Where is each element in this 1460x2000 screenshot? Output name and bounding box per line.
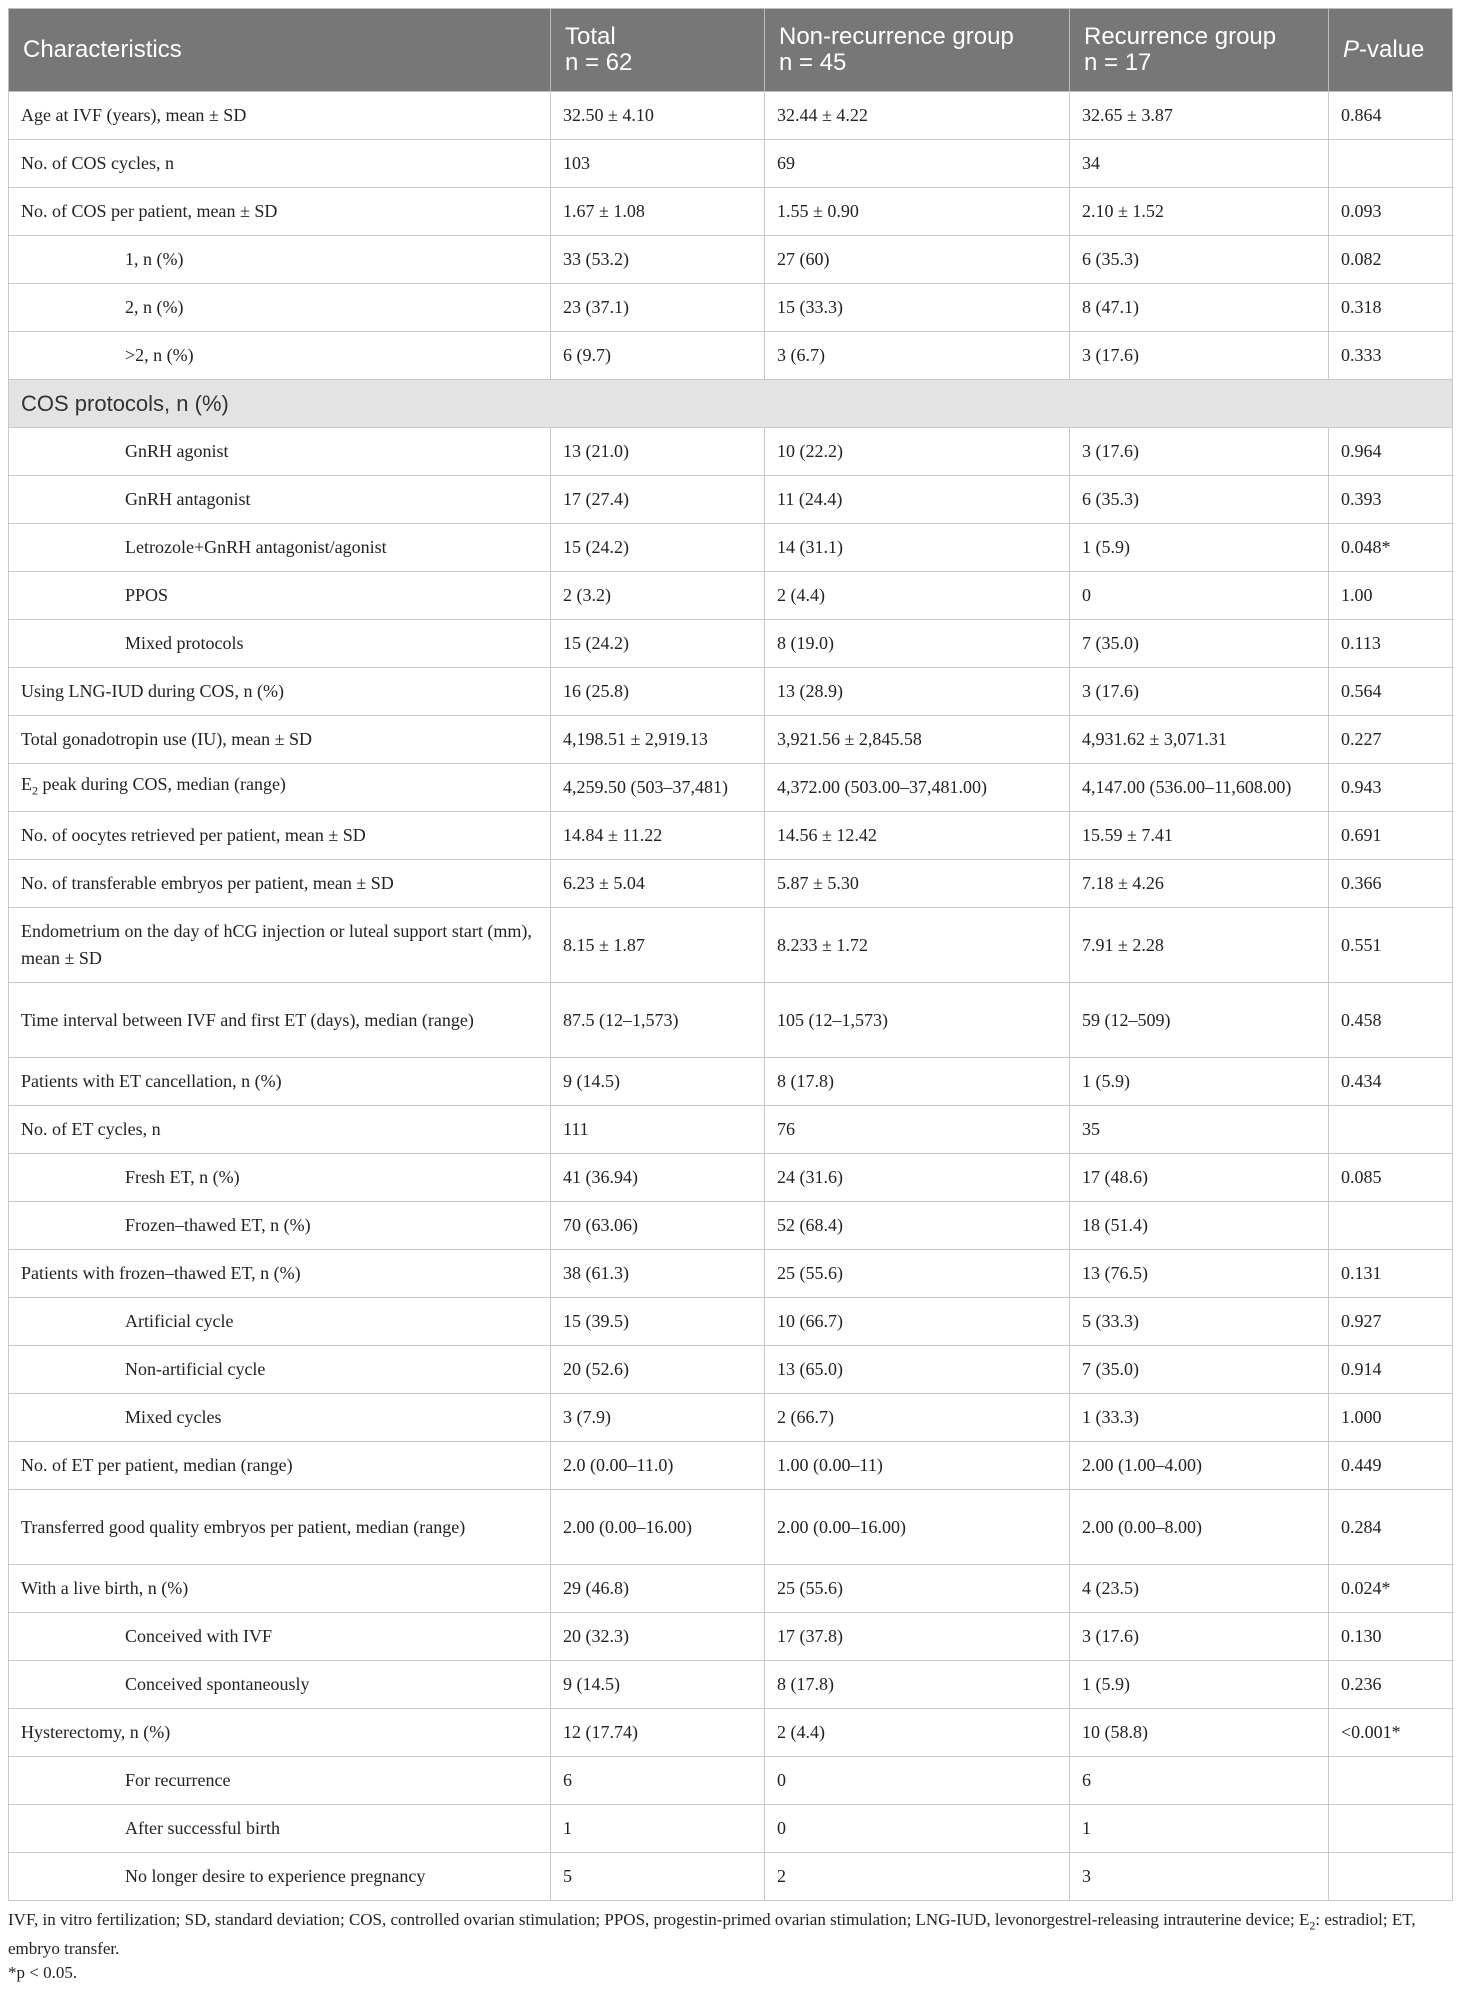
header-nonrecurrence bbox=[765, 9, 1070, 92]
nonrecurrence-cell: 27 (60) bbox=[765, 236, 1070, 284]
row-label: 2, n (%) bbox=[9, 284, 551, 332]
total-cell: 70 (63.06) bbox=[551, 1202, 765, 1250]
row-label: Mixed cycles bbox=[9, 1394, 551, 1442]
table-row bbox=[9, 1250, 1453, 1298]
row-label: Hysterectomy, n (%) bbox=[9, 1709, 551, 1757]
nonrecurrence-cell: 52 (68.4) bbox=[765, 1202, 1070, 1250]
recurrence-cell: 35 bbox=[1070, 1106, 1329, 1154]
pvalue-cell: 1.000 bbox=[1329, 1394, 1453, 1442]
header-pvalue-rest: -value bbox=[1359, 36, 1425, 63]
row-label: Patients with ET cancellation, n (%) bbox=[9, 1058, 551, 1106]
nonrecurrence-cell: 2 (4.4) bbox=[765, 572, 1070, 620]
table-container bbox=[8, 8, 1452, 1901]
recurrence-cell: 3 (17.6) bbox=[1070, 668, 1329, 716]
header-recurrence bbox=[1070, 9, 1329, 92]
table-row bbox=[9, 1757, 1453, 1805]
recurrence-cell: 4,147.00 (536.00–11,608.00) bbox=[1070, 764, 1329, 812]
row-label: Mixed protocols bbox=[9, 620, 551, 668]
nonrecurrence-cell: 15 (33.3) bbox=[765, 284, 1070, 332]
nonrecurrence-cell: 105 (12–1,573) bbox=[765, 983, 1070, 1058]
total-cell: 20 (52.6) bbox=[551, 1346, 765, 1394]
table-row bbox=[9, 812, 1453, 860]
table-row bbox=[9, 1298, 1453, 1346]
nonrecurrence-cell: 13 (28.9) bbox=[765, 668, 1070, 716]
table-row bbox=[9, 140, 1453, 188]
total-cell: 33 (53.2) bbox=[551, 236, 765, 284]
table-row bbox=[9, 908, 1453, 983]
total-cell: 2.0 (0.00–11.0) bbox=[551, 1442, 765, 1490]
nonrecurrence-cell: 32.44 ± 4.22 bbox=[765, 92, 1070, 140]
recurrence-cell: 3 (17.6) bbox=[1070, 1613, 1329, 1661]
nonrecurrence-cell: 25 (55.6) bbox=[765, 1250, 1070, 1298]
row-label-subscript: 2 bbox=[32, 783, 38, 798]
table-row bbox=[9, 428, 1453, 476]
total-cell: 111 bbox=[551, 1106, 765, 1154]
total-cell: 2 (3.2) bbox=[551, 572, 765, 620]
table-row bbox=[9, 92, 1453, 140]
pvalue-cell: 0.551 bbox=[1329, 908, 1453, 983]
row-label: PPOS bbox=[9, 572, 551, 620]
recurrence-cell: 2.00 (0.00–8.00) bbox=[1070, 1490, 1329, 1565]
pvalue-cell: 1.00 bbox=[1329, 572, 1453, 620]
total-cell: 38 (61.3) bbox=[551, 1250, 765, 1298]
table-row bbox=[9, 236, 1453, 284]
pvalue-cell: 0.227 bbox=[1329, 716, 1453, 764]
total-cell: 15 (24.2) bbox=[551, 620, 765, 668]
nonrecurrence-cell: 10 (22.2) bbox=[765, 428, 1070, 476]
table-row bbox=[9, 476, 1453, 524]
nonrecurrence-cell: 24 (31.6) bbox=[765, 1154, 1070, 1202]
table-row bbox=[9, 284, 1453, 332]
total-cell: 32.50 ± 4.10 bbox=[551, 92, 765, 140]
total-cell: 87.5 (12–1,573) bbox=[551, 983, 765, 1058]
total-cell: 1 bbox=[551, 1805, 765, 1853]
row-label: Non-artificial cycle bbox=[9, 1346, 551, 1394]
nonrecurrence-cell: 14.56 ± 12.42 bbox=[765, 812, 1070, 860]
table-row bbox=[9, 1661, 1453, 1709]
recurrence-cell: 1 bbox=[1070, 1805, 1329, 1853]
table-row bbox=[9, 1565, 1453, 1613]
table-row bbox=[9, 983, 1453, 1058]
pvalue-cell: 0.366 bbox=[1329, 860, 1453, 908]
table-row bbox=[9, 1394, 1453, 1442]
header-pvalue-p: P bbox=[1343, 36, 1360, 63]
pvalue-cell: 0.113 bbox=[1329, 620, 1453, 668]
header-total-line2: n = 62 bbox=[565, 49, 633, 76]
row-label: Conceived with IVF bbox=[9, 1613, 551, 1661]
table-row bbox=[9, 1853, 1453, 1901]
recurrence-cell: 2.00 (1.00–4.00) bbox=[1070, 1442, 1329, 1490]
nonrecurrence-cell: 14 (31.1) bbox=[765, 524, 1070, 572]
row-label: >2, n (%) bbox=[9, 332, 551, 380]
table-row bbox=[9, 188, 1453, 236]
header-total bbox=[551, 9, 765, 92]
recurrence-cell: 4,931.62 ± 3,071.31 bbox=[1070, 716, 1329, 764]
total-cell: 16 (25.8) bbox=[551, 668, 765, 716]
pvalue-cell: 0.236 bbox=[1329, 1661, 1453, 1709]
header-total-line1: Total bbox=[565, 23, 616, 50]
nonrecurrence-cell: 2.00 (0.00–16.00) bbox=[765, 1490, 1070, 1565]
footnotes bbox=[8, 1908, 1452, 1985]
row-label-part: peak during COS, median (range) bbox=[38, 773, 286, 794]
recurrence-cell: 2.10 ± 1.52 bbox=[1070, 188, 1329, 236]
pvalue-cell: 0.082 bbox=[1329, 236, 1453, 284]
nonrecurrence-cell: 4,372.00 (503.00–37,481.00) bbox=[765, 764, 1070, 812]
total-cell: 17 (27.4) bbox=[551, 476, 765, 524]
total-cell: 9 (14.5) bbox=[551, 1058, 765, 1106]
pvalue-cell bbox=[1329, 1106, 1453, 1154]
recurrence-cell: 3 (17.6) bbox=[1070, 332, 1329, 380]
row-label: For recurrence bbox=[9, 1757, 551, 1805]
row-label: Frozen–thawed ET, n (%) bbox=[9, 1202, 551, 1250]
nonrecurrence-cell: 3 (6.7) bbox=[765, 332, 1070, 380]
row-label: With a live birth, n (%) bbox=[9, 1565, 551, 1613]
row-label: No. of COS cycles, n bbox=[9, 140, 551, 188]
pvalue-cell bbox=[1329, 1853, 1453, 1901]
pvalue-cell bbox=[1329, 1757, 1453, 1805]
recurrence-cell: 1 (5.9) bbox=[1070, 524, 1329, 572]
row-label: GnRH agonist bbox=[9, 428, 551, 476]
table-row bbox=[9, 1106, 1453, 1154]
table-row bbox=[9, 716, 1453, 764]
total-cell: 103 bbox=[551, 140, 765, 188]
recurrence-cell: 6 bbox=[1070, 1757, 1329, 1805]
row-label: No. of ET cycles, n bbox=[9, 1106, 551, 1154]
header-recurrence-line1: Recurrence group bbox=[1084, 23, 1277, 50]
pvalue-cell bbox=[1329, 140, 1453, 188]
pvalue-cell: 0.393 bbox=[1329, 476, 1453, 524]
pvalue-cell: 0.333 bbox=[1329, 332, 1453, 380]
total-cell: 6 (9.7) bbox=[551, 332, 765, 380]
recurrence-cell: 17 (48.6) bbox=[1070, 1154, 1329, 1202]
table-row bbox=[9, 1154, 1453, 1202]
footnote-significance: *p < 0.05. bbox=[8, 1963, 78, 1983]
nonrecurrence-cell: 11 (24.4) bbox=[765, 476, 1070, 524]
row-label: Artificial cycle bbox=[9, 1298, 551, 1346]
nonrecurrence-cell: 76 bbox=[765, 1106, 1070, 1154]
total-cell: 29 (46.8) bbox=[551, 1565, 765, 1613]
pvalue-cell: 0.093 bbox=[1329, 188, 1453, 236]
total-cell: 6.23 ± 5.04 bbox=[551, 860, 765, 908]
recurrence-cell: 1 (33.3) bbox=[1070, 1394, 1329, 1442]
recurrence-cell: 6 (35.3) bbox=[1070, 236, 1329, 284]
header-characteristics-text: Characteristics bbox=[23, 36, 182, 63]
total-cell: 4,198.51 ± 2,919.13 bbox=[551, 716, 765, 764]
nonrecurrence-cell: 25 (55.6) bbox=[765, 1565, 1070, 1613]
pvalue-cell: 0.318 bbox=[1329, 284, 1453, 332]
nonrecurrence-cell: 5.87 ± 5.30 bbox=[765, 860, 1070, 908]
total-cell: 4,259.50 (503–37,481) bbox=[551, 764, 765, 812]
nonrecurrence-cell: 17 (37.8) bbox=[765, 1613, 1070, 1661]
pvalue-cell: <0.001* bbox=[1329, 1709, 1453, 1757]
table-row bbox=[9, 1058, 1453, 1106]
header-row bbox=[9, 9, 1453, 92]
pvalue-cell: 0.458 bbox=[1329, 983, 1453, 1058]
row-label: 1, n (%) bbox=[9, 236, 551, 284]
row-label: No. of oocytes retrieved per patient, mean ± SD bbox=[9, 812, 551, 860]
recurrence-cell: 8 (47.1) bbox=[1070, 284, 1329, 332]
recurrence-cell: 5 (33.3) bbox=[1070, 1298, 1329, 1346]
nonrecurrence-cell: 1.55 ± 0.90 bbox=[765, 188, 1070, 236]
pvalue-cell: 0.024* bbox=[1329, 1565, 1453, 1613]
total-cell: 13 (21.0) bbox=[551, 428, 765, 476]
footnote-abbrev-text-end: : estradiol; ET, embryo transfer. bbox=[8, 1910, 1416, 1959]
recurrence-cell: 18 (51.4) bbox=[1070, 1202, 1329, 1250]
nonrecurrence-cell: 8 (17.8) bbox=[765, 1058, 1070, 1106]
row-label: GnRH antagonist bbox=[9, 476, 551, 524]
table-body bbox=[9, 92, 1453, 1901]
footnote-abbrev-sub: 2 bbox=[1309, 1918, 1316, 1933]
row-label bbox=[9, 764, 551, 812]
pvalue-cell: 0.943 bbox=[1329, 764, 1453, 812]
pvalue-cell: 0.564 bbox=[1329, 668, 1453, 716]
pvalue-cell: 0.130 bbox=[1329, 1613, 1453, 1661]
total-cell: 14.84 ± 11.22 bbox=[551, 812, 765, 860]
table-row bbox=[9, 1442, 1453, 1490]
recurrence-cell: 7 (35.0) bbox=[1070, 1346, 1329, 1394]
section-row bbox=[9, 380, 1453, 428]
row-label: Transferred good quality embryos per patient, median (range) bbox=[9, 1490, 551, 1565]
table-row bbox=[9, 1613, 1453, 1661]
pvalue-cell: 0.434 bbox=[1329, 1058, 1453, 1106]
pvalue-cell bbox=[1329, 1805, 1453, 1853]
total-cell: 9 (14.5) bbox=[551, 1661, 765, 1709]
row-label: No. of ET per patient, median (range) bbox=[9, 1442, 551, 1490]
nonrecurrence-cell: 69 bbox=[765, 140, 1070, 188]
row-label: No. of transferable embryos per patient, mean ± SD bbox=[9, 860, 551, 908]
total-cell: 8.15 ± 1.87 bbox=[551, 908, 765, 983]
total-cell: 1.67 ± 1.08 bbox=[551, 188, 765, 236]
row-label: No. of COS per patient, mean ± SD bbox=[9, 188, 551, 236]
recurrence-cell: 4 (23.5) bbox=[1070, 1565, 1329, 1613]
table-row bbox=[9, 1805, 1453, 1853]
nonrecurrence-cell: 2 bbox=[765, 1853, 1070, 1901]
row-label: No longer desire to experience pregnancy bbox=[9, 1853, 551, 1901]
total-cell: 6 bbox=[551, 1757, 765, 1805]
nonrecurrence-cell: 13 (65.0) bbox=[765, 1346, 1070, 1394]
total-cell: 15 (24.2) bbox=[551, 524, 765, 572]
total-cell: 3 (7.9) bbox=[551, 1394, 765, 1442]
table-row bbox=[9, 1709, 1453, 1757]
pvalue-cell: 0.131 bbox=[1329, 1250, 1453, 1298]
table-row bbox=[9, 620, 1453, 668]
table-row bbox=[9, 668, 1453, 716]
recurrence-cell: 6 (35.3) bbox=[1070, 476, 1329, 524]
table-row bbox=[9, 1346, 1453, 1394]
recurrence-cell: 32.65 ± 3.87 bbox=[1070, 92, 1329, 140]
nonrecurrence-cell: 2 (66.7) bbox=[765, 1394, 1070, 1442]
recurrence-cell: 34 bbox=[1070, 140, 1329, 188]
pvalue-cell: 0.927 bbox=[1329, 1298, 1453, 1346]
row-label: Time interval between IVF and first ET (days), median (range) bbox=[9, 983, 551, 1058]
header-nonrecurrence-line1: Non-recurrence group bbox=[779, 23, 1014, 50]
header-characteristics bbox=[9, 9, 551, 92]
row-label: Using LNG-IUD during COS, n (%) bbox=[9, 668, 551, 716]
nonrecurrence-cell: 3,921.56 ± 2,845.58 bbox=[765, 716, 1070, 764]
nonrecurrence-cell: 2 (4.4) bbox=[765, 1709, 1070, 1757]
pvalue-cell: 0.914 bbox=[1329, 1346, 1453, 1394]
table-row bbox=[9, 524, 1453, 572]
nonrecurrence-cell: 10 (66.7) bbox=[765, 1298, 1070, 1346]
table-row bbox=[9, 572, 1453, 620]
row-label: Total gonadotropin use (IU), mean ± SD bbox=[9, 716, 551, 764]
row-label-part: E bbox=[21, 773, 32, 794]
recurrence-cell: 0 bbox=[1070, 572, 1329, 620]
total-cell: 12 (17.74) bbox=[551, 1709, 765, 1757]
pvalue-cell: 0.691 bbox=[1329, 812, 1453, 860]
row-label: Age at IVF (years), mean ± SD bbox=[9, 92, 551, 140]
table-row bbox=[9, 860, 1453, 908]
table-row bbox=[9, 1490, 1453, 1565]
pvalue-cell: 0.864 bbox=[1329, 92, 1453, 140]
nonrecurrence-cell: 8 (17.8) bbox=[765, 1661, 1070, 1709]
row-label: After successful birth bbox=[9, 1805, 551, 1853]
recurrence-cell: 7.91 ± 2.28 bbox=[1070, 908, 1329, 983]
total-cell: 23 (37.1) bbox=[551, 284, 765, 332]
recurrence-cell: 13 (76.5) bbox=[1070, 1250, 1329, 1298]
recurrence-cell: 7 (35.0) bbox=[1070, 620, 1329, 668]
header-pvalue bbox=[1329, 9, 1453, 92]
recurrence-cell: 15.59 ± 7.41 bbox=[1070, 812, 1329, 860]
row-label: Letrozole+GnRH antagonist/agonist bbox=[9, 524, 551, 572]
nonrecurrence-cell: 0 bbox=[765, 1805, 1070, 1853]
pvalue-cell: 0.449 bbox=[1329, 1442, 1453, 1490]
nonrecurrence-cell: 8.233 ± 1.72 bbox=[765, 908, 1070, 983]
pvalue-cell: 0.085 bbox=[1329, 1154, 1453, 1202]
characteristics-table bbox=[8, 8, 1453, 1901]
recurrence-cell: 59 (12–509) bbox=[1070, 983, 1329, 1058]
total-cell: 2.00 (0.00–16.00) bbox=[551, 1490, 765, 1565]
pvalue-cell: 0.964 bbox=[1329, 428, 1453, 476]
table-row bbox=[9, 764, 1453, 812]
total-cell: 5 bbox=[551, 1853, 765, 1901]
row-label: Conceived spontaneously bbox=[9, 1661, 551, 1709]
table-row bbox=[9, 332, 1453, 380]
pvalue-cell bbox=[1329, 1202, 1453, 1250]
pvalue-cell: 0.284 bbox=[1329, 1490, 1453, 1565]
pvalue-cell: 0.048* bbox=[1329, 524, 1453, 572]
row-label: Patients with frozen–thawed ET, n (%) bbox=[9, 1250, 551, 1298]
nonrecurrence-cell: 8 (19.0) bbox=[765, 620, 1070, 668]
total-cell: 15 (39.5) bbox=[551, 1298, 765, 1346]
table-row bbox=[9, 1202, 1453, 1250]
recurrence-cell: 10 (58.8) bbox=[1070, 1709, 1329, 1757]
row-label: Fresh ET, n (%) bbox=[9, 1154, 551, 1202]
footnote-abbreviations bbox=[8, 1908, 1452, 1961]
total-cell: 41 (36.94) bbox=[551, 1154, 765, 1202]
total-cell: 20 (32.3) bbox=[551, 1613, 765, 1661]
section-label: COS protocols, n (%) bbox=[9, 380, 1453, 428]
recurrence-cell: 1 (5.9) bbox=[1070, 1661, 1329, 1709]
header-nonrecurrence-line2: n = 45 bbox=[779, 49, 847, 76]
recurrence-cell: 7.18 ± 4.26 bbox=[1070, 860, 1329, 908]
recurrence-cell: 1 (5.9) bbox=[1070, 1058, 1329, 1106]
recurrence-cell: 3 (17.6) bbox=[1070, 428, 1329, 476]
recurrence-cell: 3 bbox=[1070, 1853, 1329, 1901]
header-recurrence-line2: n = 17 bbox=[1084, 49, 1152, 76]
row-label: Endometrium on the day of hCG injection or luteal support start (mm), mean ± SD bbox=[9, 908, 551, 983]
nonrecurrence-cell: 1.00 (0.00–11) bbox=[765, 1442, 1070, 1490]
footnote-abbrev-text: IVF, in vitro fertilization; SD, standard deviation; COS, controlled ovarian stimulation; PPOS, progestin-primed ovarian stimulation; LNG-IUD, levonorgestrel-releasing intrauterine device; E bbox=[8, 1910, 1310, 1929]
nonrecurrence-cell: 0 bbox=[765, 1757, 1070, 1805]
